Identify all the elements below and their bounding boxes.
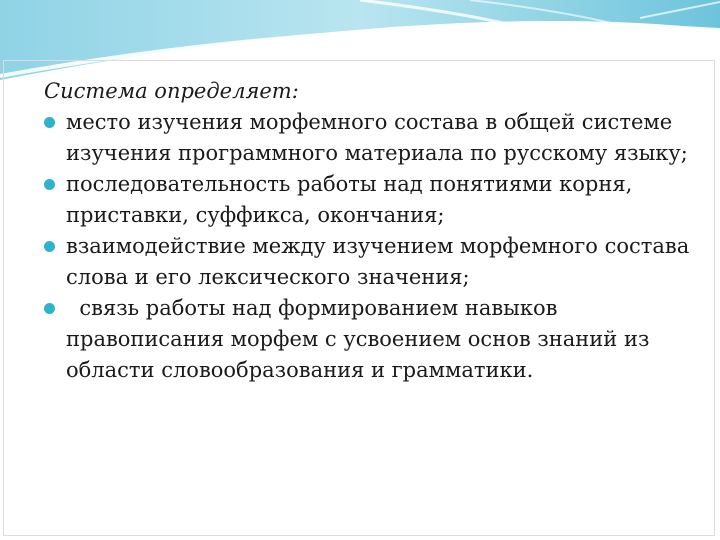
circle-bullet-icon: [44, 117, 55, 128]
list-item-text: последовательность работы над понятиями корня, приставки, суффикса, окончания;: [66, 172, 633, 227]
list-item: [44, 107, 704, 169]
slide-content: [44, 75, 704, 386]
list-item-text: связь работы над формированием навыков правописания морфем с усвоением основ знаний из области словообразования и грамматики.: [66, 296, 657, 382]
list-item: [44, 169, 704, 231]
list-item-text: место изучения морфемного состава в общей системе изучения программного материала по русскому языку;: [66, 110, 688, 165]
circle-bullet-icon: [44, 241, 55, 252]
intro-heading: Система определяет:: [44, 79, 299, 103]
list-item-text: взаимодействие между изучением морфемного состава слова и его лексического значения;: [66, 234, 690, 289]
circle-bullet-icon: [44, 303, 55, 314]
circle-bullet-icon: [44, 179, 55, 190]
list-item: [44, 231, 704, 293]
list-item: [44, 293, 704, 386]
bullet-list: [44, 107, 704, 386]
